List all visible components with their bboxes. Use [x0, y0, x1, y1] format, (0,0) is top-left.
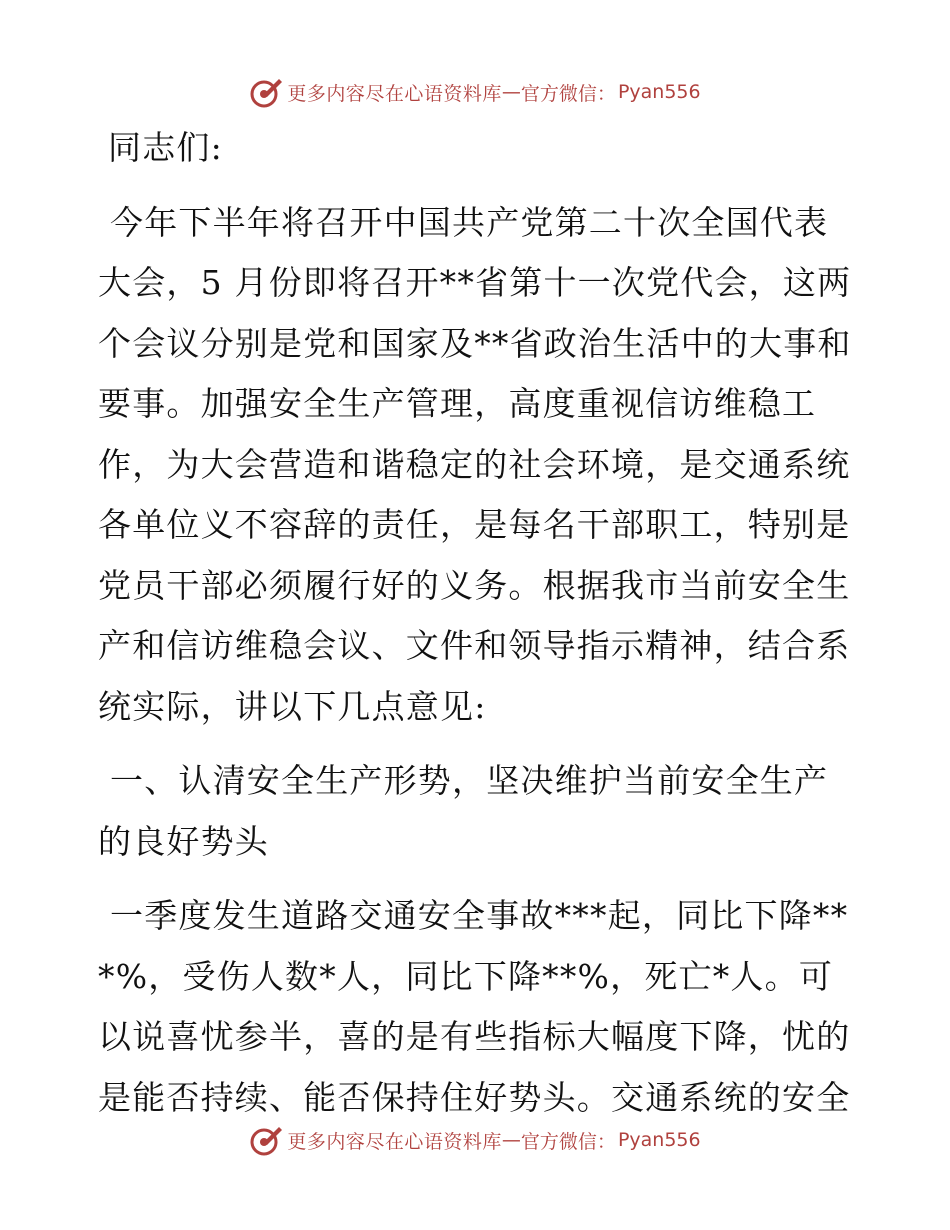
- footer-watermark: [0, 1120, 950, 1160]
- watermark-dash: —: [501, 1129, 521, 1151]
- section-heading-1-text: 一、认清安全生产形势，坚决维护当前安全生产的良好势头: [98, 761, 829, 861]
- paragraph-safety-stats: [98, 886, 858, 1128]
- pen-logo-icon: [249, 75, 283, 109]
- salutation: 同志们:: [108, 128, 223, 167]
- paragraph-safety-stats-text: 一季度发生道路交通安全事故***起，同比下降***%，受伤人数*人，同比下降**%，死亡*人。可以说喜忧参半，喜的是有些指标大幅度下降，忧的是能否持续、能否保持住好势头。交通系统的安全: [98, 896, 851, 1117]
- section-heading-1: [98, 751, 858, 872]
- watermark-text: 更多内容尽在心语资料库: [287, 1130, 502, 1153]
- watermark-text: 更多内容尽在心语资料库: [287, 82, 502, 105]
- paragraph-intro-text: 今年下半年将召开中国共产党第二十次全国代表大会，5 月份即将召开**省第十一次党代会，这两个会议分别是党和国家及**省政治生活中的大事和要事。加强安全生产管理，高度重视信访维稳工作，为大会营造和谐稳定的社会环境，是交通系统各单位义不容辞的责任，是每名干部职工，特别是党员干部必须履行好的义务。根据我市当前安全生产和信访维稳会议、文件和领导指示精神，结合系统实际，讲以下几点意见:: [98, 202, 852, 726]
- paragraph-intro: [98, 193, 858, 738]
- watermark-wechat-id: Pyan556: [617, 81, 701, 103]
- document-body: [98, 118, 858, 1128]
- header-watermark: [0, 72, 950, 112]
- pen-logo-icon: [249, 1123, 283, 1157]
- watermark-wechat-label: 官方微信：: [520, 82, 616, 105]
- watermark-wechat-id: Pyan556: [617, 1129, 701, 1151]
- watermark-wechat-label: 官方微信：: [520, 1130, 616, 1153]
- watermark-dash: —: [501, 81, 521, 103]
